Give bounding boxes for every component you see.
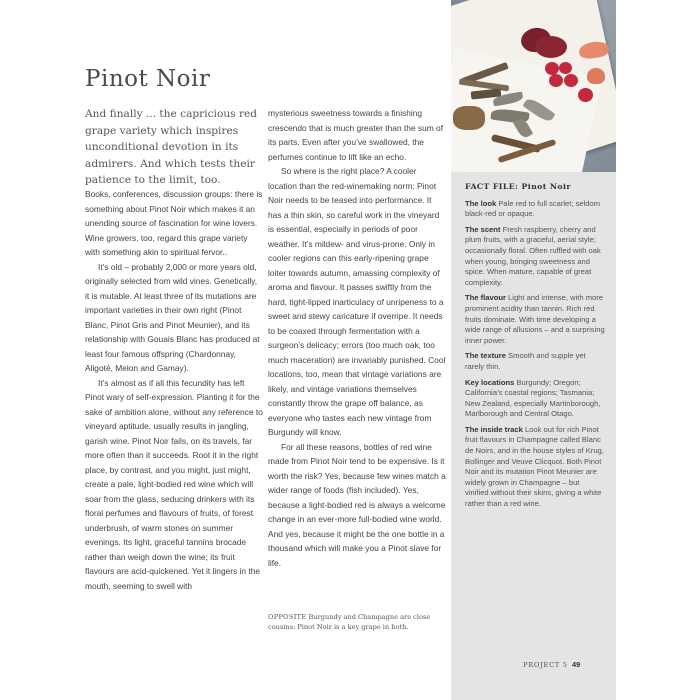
- raspberry: [559, 62, 572, 74]
- plum-slice: [587, 68, 605, 84]
- fact-item-locations: [465, 378, 605, 420]
- fact-item-flavour: [465, 293, 605, 346]
- fact-text: Smooth and supple yet rarely thin.: [465, 351, 586, 371]
- fact-file-heading: FACT FILE: Pinot Noir: [465, 182, 571, 191]
- body-paragraph: It’s old – probably 2,000 or more years old, originally selected from wild vines. Genetically, it is mutable. At least three of its mutations are important varieties in their own right (Pinot Blanc, Pinot Gris and Pinot Meunier), and its relationship with Gouais Blanc has produced at least four famous offspring (Chardonnay, Aligoté, Melon and Gamay).: [85, 261, 260, 373]
- section-folio: PROJECT 5: [523, 661, 568, 669]
- raspberry: [578, 88, 593, 102]
- body-paragraph: For all these reasons, bottles of red wine made from Pinot Noir tend to be expensive. Is it worth the risk? Yes, because few wines match a wider range of foods (fish included). Yes, because a light-bodied red is always a welcome change in an ever-more full-bodied wine world. And yes, because it might be the one bottle in a thousand which will make you a Pinot slave for life.: [268, 441, 446, 568]
- fact-label: The inside track: [465, 424, 523, 434]
- fact-item-inside-track: [465, 425, 605, 510]
- intro-paragraph: And finally ... the capricious red grape variety which inspires unconditional devotion in its admirers. And which tests their patience to the limit, too.: [85, 108, 258, 186]
- photo-caption: [268, 612, 448, 632]
- fact-file-sidebar: [451, 0, 616, 700]
- fact-text: Light and intense, with more prominent acidity than tannin. Rich red fruits dominate. With time developing a wide range of allusions – and a surprising inner power.: [465, 293, 605, 345]
- fact-text: Look out for rich Pinot fruit flavours in Champagne called Blanc de Noirs, and in the house styles of Krug, Bollinger and Veuve Clicquot. Both Pinot Noir and its mutation Pinot Meunier are widely grown in Champagne – but vinified without their skins, giving a white rather than a red wine.: [465, 424, 604, 509]
- fact-label: The flavour: [465, 293, 506, 303]
- caption-lead: OPPOSITE: [268, 613, 307, 621]
- fact-label: The texture: [465, 351, 506, 361]
- fact-item-look: [465, 199, 605, 220]
- page-title: Pinot Noir: [85, 66, 211, 92]
- fact-text: Fresh raspberry, cherry and plum fruits, with a graceful, aerial style; occasionally floral. Often ruffled with oak when young, bringing sweetness and spice. When mature, capable of great complexity.: [465, 224, 601, 287]
- body-paragraph: mysterious sweetness towards a finishing crescendo that is much greater than the sum of its parts. Even after you’ve swallowed, the perfumes continue to lift like an echo.: [268, 108, 444, 162]
- body-paragraph: It’s almost as if all this fecundity has left Pinot wary of self-expression. Planting it for the sake of ambition alone, without any reference to vineyard aptitude, usually results in jangling, garish wine. Pinot Noir fails, on its travels, far more often than it succeeds. Root it in the right place, by contrast, and you might, just might, create a pale, light-bodied red wine which will soar from the glass, seducing drinkers with its floral perfumes and flavours of fruits, of forest underbrush, of warm stones on summer evenings. Its light, graceful tannins brocade rather than weigh down the wine; its fruit flavours are acid-quickened. Yet it lingers in the mouth, seeming to swell with: [85, 377, 263, 591]
- caption-text: Burgundy and Champagne are close cousins: Pinot Noir is a key grape in both.: [268, 613, 431, 631]
- fact-item-scent: [465, 225, 605, 289]
- body-paragraph: Books, conferences, discussion groups: there is something about Pinot Noir which makes it an unending source of fascination for wine lovers. Wine growers, too, regard this grape variety with something akin to spiritual fervor..: [85, 189, 263, 257]
- raspberry: [549, 74, 563, 87]
- fact-text: Burgundy; Oregon; California’s coastal regions; Tasmania; New Zealand, especially Martinborough, Marlborough and Central Otago.: [465, 377, 601, 419]
- body-column-2: [268, 106, 446, 570]
- fact-label: Key locations: [465, 377, 515, 387]
- fact-file: [465, 182, 605, 515]
- fact-item-texture: [465, 351, 605, 372]
- ingredients-photo: [451, 0, 616, 172]
- fact-text: Pale red to full scarlet; seldom black-red or opaque.: [465, 198, 601, 219]
- oak-chips: [453, 106, 485, 130]
- raspberry: [545, 62, 559, 75]
- raspberry: [564, 74, 578, 87]
- beetroot-slice: [535, 36, 567, 58]
- body-paragraph: So where is the right place? A cooler location than the red-winemaking norm: Pinot Noir needs to be teased into performance. It has a thin skin, so careful work in the vineyard is essential, especially in periods of poor weather. It’s mildew- and virus-prone. Only in cooler regions can this early-ripening grape loiter towards autumn, amassing complexity of aroma and flavour. It passes swiftly from the hard, tight-lipped inarticulacy of unripeness to a sweet and stewy caricature if overripe. It needs to be coaxed through fermentation with a surgeon’s delicacy; errors (too much oak, too much maceration) are invariably punished. Cool locations, too, mean that vintage variations are likely, and vintage variations themselves constantly throw the grape off balance, as everyone who tastes each new vintage from Burgundy will know.: [268, 166, 446, 437]
- body-column-1: [85, 187, 263, 593]
- fact-label: The scent: [465, 224, 501, 234]
- page-number: 49: [572, 660, 581, 669]
- fact-label: The look: [465, 198, 497, 208]
